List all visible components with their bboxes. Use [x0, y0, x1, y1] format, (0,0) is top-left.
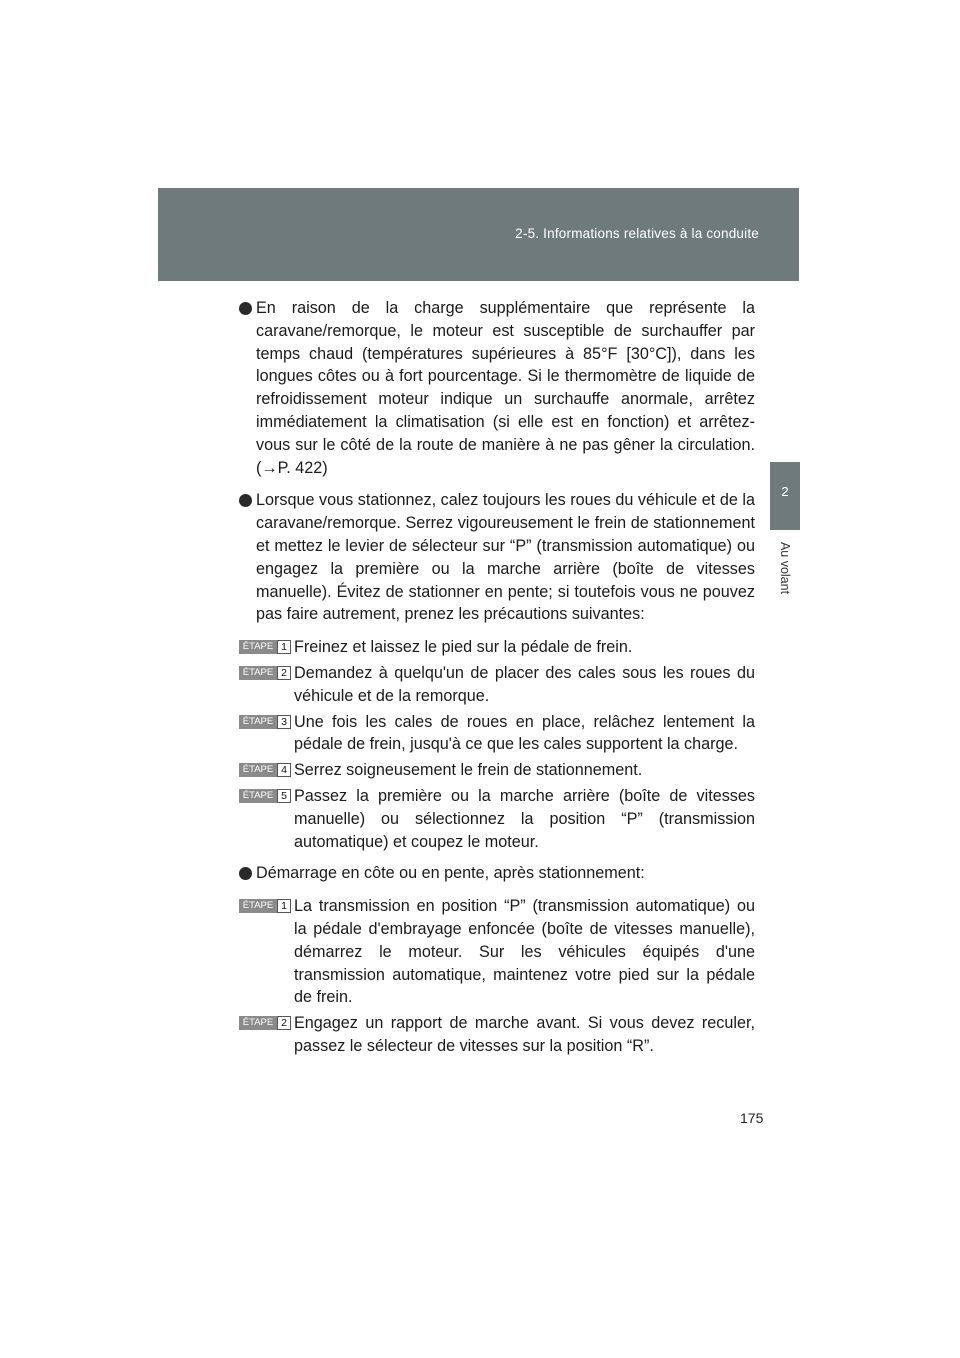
step-item: [239, 636, 755, 659]
step-text: La transmission en position “P” (transmission automatique) ou la pédale d'embrayage enfoncée (boîte de vitesses manuelle), démarrez le moteur. Sur les véhicules équipés d'une transmission automatique, maintenez votre pied sur la pédale de frein.: [294, 897, 755, 1007]
step-text: Une fois les cales de roues en place, relâchez lentement la pédale de frein, jusqu'à ce que les cales supportent la charge.: [294, 712, 755, 754]
step-text: Serrez soigneusement le frein de stationnement.: [294, 761, 643, 780]
bullet-text: Démarrage en côte ou en pente, après stationnement:: [256, 864, 645, 883]
step-badge: ÉTAPE 2: [239, 1016, 291, 1030]
step-badge: ÉTAPE 2: [239, 666, 291, 680]
bullet-text: Lorsque vous stationnez, calez toujours les roues du véhicule et de la caravane/remorque. Serrez vigoureusement le frein de stationnement et mettez le levier de sélecteur sur “P” (transmission automatique) ou engagez la première ou la marche arrière (boîte de vitesses manuelle). Évitez de stationner en pente; si toutefois vous ne pouvez pas faire autrement, prenez les précautions suivantes:: [256, 491, 755, 624]
section-header-band: [158, 188, 799, 281]
step-text: Freinez et laissez le pied sur la pédale de frein.: [294, 638, 633, 657]
step-item: [239, 895, 755, 1009]
step-text: Passez la première ou la marche arrière (boîte de vitesses manuelle) ou sélectionnez la position “P” (transmission automatique) et coupez le moteur.: [294, 786, 755, 851]
bullet-item: [239, 297, 755, 479]
step-text: Demandez à quelqu'un de placer des cales sous les roues du véhicule et de la remorque.: [294, 663, 755, 705]
step-badge: ÉTAPE 1: [239, 640, 291, 654]
bullet-dot-icon: [239, 302, 252, 315]
step-list-hill-start: [239, 895, 755, 1058]
chapter-number: 2: [781, 484, 789, 499]
chapter-tab: [770, 462, 800, 530]
step-badge: ÉTAPE 3: [239, 715, 291, 729]
step-item: [239, 759, 755, 782]
step-list-parking: [239, 636, 755, 853]
step-item: [239, 785, 755, 853]
step-badge: ÉTAPE 5: [239, 789, 291, 803]
step-badge: ÉTAPE 4: [239, 763, 291, 777]
chapter-label: Au volant: [778, 541, 792, 595]
page-content: [239, 297, 755, 1061]
step-item: [239, 662, 755, 708]
bullet-text: En raison de la charge supplémentaire que représente la caravane/remorque, le moteur est susceptible de surchauffer par temps chaud (températures supérieures à 85°F [30°C]), dans les longues côtes ou à fort pourcentage. Si le thermomètre de liquide de refroidissement moteur indique un surchauffe anormale, arrêtez immédiatement la climatisation (si elle est en fonction) et arrêtez-vous sur le côté de la route de manière à ne pas gêner la circulation. (→P. 422): [256, 299, 755, 477]
section-title: 2-5. Informations relatives à la conduite: [515, 226, 759, 241]
bullet-dot-icon: [239, 494, 252, 507]
bullet-dot-icon: [239, 867, 252, 880]
step-item: [239, 711, 755, 757]
bullet-item: [239, 489, 755, 626]
bullet-item: [239, 862, 755, 885]
step-item: [239, 1012, 755, 1058]
step-text: Engagez un rapport de marche avant. Si vous devez reculer, passez le sélecteur de vitesses sur la position “R”.: [294, 1014, 755, 1055]
page-number: 175: [740, 1110, 764, 1126]
step-badge: ÉTAPE 1: [239, 899, 291, 913]
